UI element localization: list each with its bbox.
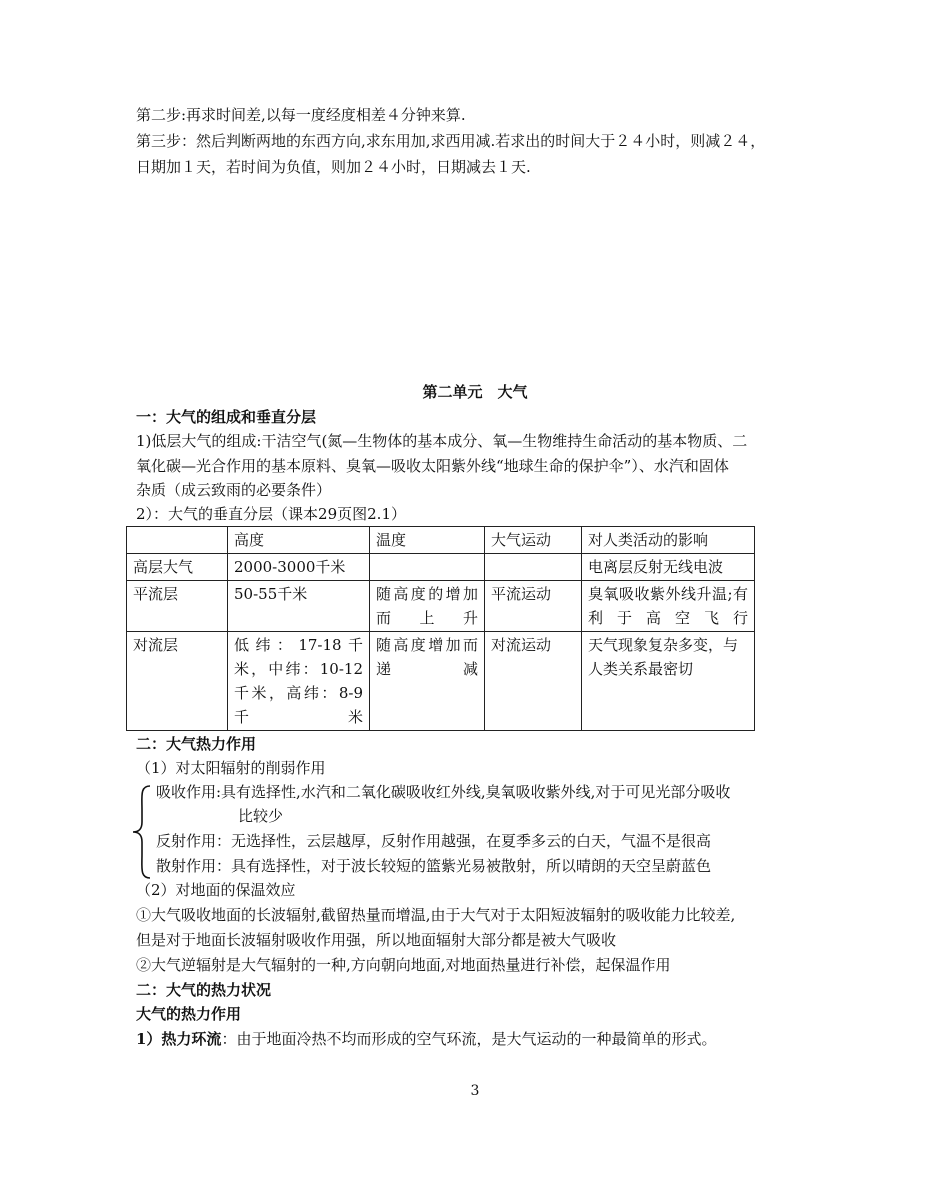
absorption-line2: 比较少 — [238, 807, 284, 825]
table-header-cell: 对人类活动的影响 — [582, 527, 755, 554]
table-cell: 对流运动 — [485, 632, 582, 731]
greenhouse-point2: ②大气逆辐射是大气辐射的一种,方向朝向地面,对地面热量进行补偿，起保温作用 — [136, 956, 671, 974]
table-cell: 50-55千米 — [228, 581, 370, 632]
step3-text-line1: 第三步：然后判断两地的东西方向,求东用加,求西用减.若求出的时间大于２４小时，则减２４， — [136, 132, 766, 150]
table-cell — [485, 554, 582, 581]
table-cell: 高层大气 — [127, 554, 228, 581]
absorption-line1: 吸收作用:具有选择性,水汽和二氧化碳吸收红外线,臭氧吸收紫外线,对于可见光部分吸收 — [156, 783, 731, 801]
table-header-cell: 大气运动 — [485, 527, 582, 554]
table-cell: 2000-3000千米 — [228, 554, 370, 581]
weakening-subheading: （1）对太阳辐射的削弱作用 — [136, 759, 326, 777]
section3-subheading: 大气的热力作用 — [136, 1005, 242, 1023]
greenhouse-point1-line2: 但是对于地面长波辐射吸收作用强，所以地面辐射大部分都是被大气吸收 — [136, 931, 617, 949]
unit-title: 第二单元 大气 — [422, 383, 528, 401]
table-cell: 电离层反射无线电波 — [582, 554, 755, 581]
table-row — [127, 554, 755, 581]
thermal-circulation-label: 1）热力环流 — [136, 1030, 222, 1048]
vertical-layers-intro: 2）：大气的垂直分层（课本29页图2.1） — [136, 505, 406, 523]
section3-heading: 二：大气的热力状况 — [136, 981, 272, 999]
thermal-circulation-text: ：由于地面冷热不均而形成的空气环流，是大气运动的一种最简单的形式。 — [221, 1030, 717, 1048]
scattering-text: 散射作用：具有选择性，对于波长较短的篮紫光易被散射，所以晴朗的天空呈蔚蓝色 — [156, 857, 712, 875]
curly-brace-icon — [130, 784, 154, 880]
section1-heading: 一：大气的组成和垂直分层 — [136, 408, 317, 426]
page-number: 3 — [470, 1083, 480, 1099]
composition-line3: 杂质（成云致雨的必要条件） — [136, 481, 332, 499]
table-cell: 随高度的增加而上升 — [370, 581, 485, 632]
composition-line1: 1)低层大气的组成:干洁空气(氮—生物体的基本成分、氧—生物维持生命活动的基本物质、二 — [136, 432, 748, 450]
composition-line2: 氧化碳—光合作用的基本原料、臭氧—吸收太阳紫外线“地球生命的保护伞”）、水汽和固体 — [136, 457, 729, 475]
table-cell: 平流运动 — [485, 581, 582, 632]
section2-heading: 二：大气热力作用 — [136, 735, 257, 753]
atmosphere-layers-table — [126, 526, 755, 731]
table-row — [127, 632, 755, 731]
table-cell — [370, 554, 485, 581]
table-header-cell — [127, 527, 228, 554]
table-cell: 平流层 — [127, 581, 228, 632]
table-cell: 随高度增加而递减 — [370, 632, 485, 731]
greenhouse-point1-line1: ①大气吸收地面的长波辐射,截留热量而增温,由于大气对于太阳短波辐射的吸收能力比较差, — [136, 906, 736, 924]
thermal-circulation-paragraph — [136, 1028, 716, 1050]
step3-text-line2: 日期加１天，若时间为负值，则加２４小时，日期减去１天. — [136, 158, 531, 176]
table-header-cell: 温度 — [370, 527, 485, 554]
reflection-text: 反射作用：无选择性，云层越厚，反射作用越强，在夏季多云的白天，气温不是很高 — [156, 832, 712, 850]
table-row — [127, 581, 755, 632]
table-header-cell: 高度 — [228, 527, 370, 554]
greenhouse-subheading: （2）对地面的保温效应 — [136, 881, 296, 899]
table-header-row — [127, 527, 755, 554]
table-cell: 对流层 — [127, 632, 228, 731]
table-cell: 天气现象复杂多变，与人类关系最密切 — [582, 632, 755, 731]
step2-text: 第二步:再求时间差,以每一度经度相差４分钟来算. — [136, 106, 466, 124]
table-cell: 臭氧吸收紫外线升温;有利于高空飞行 — [582, 581, 755, 632]
table-cell: 低纬：17-18千米，中纬：10-12千米，高纬：8-9千米 — [228, 632, 370, 731]
